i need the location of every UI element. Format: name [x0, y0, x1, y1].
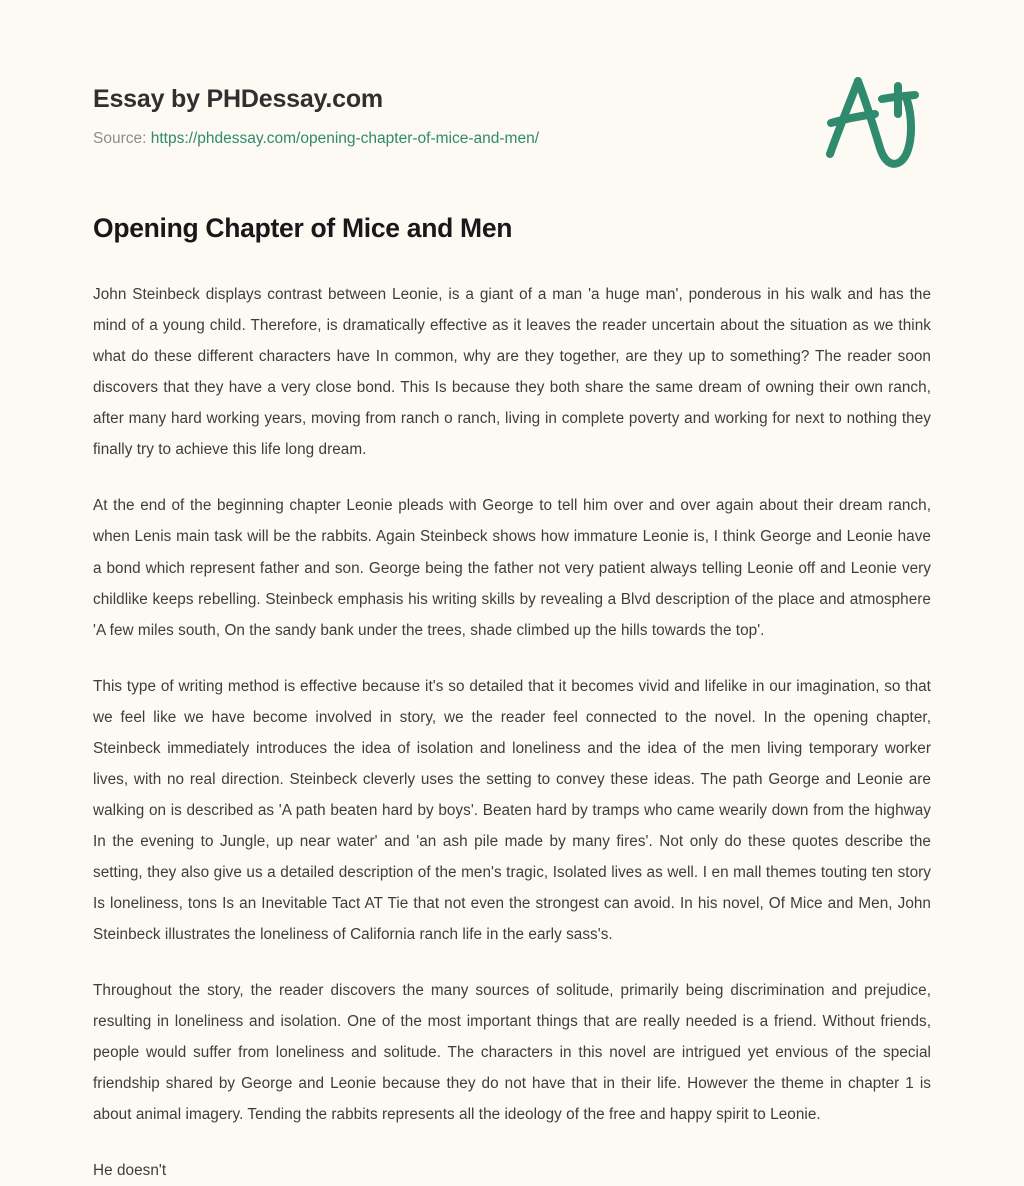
article [93, 212, 931, 1186]
source-url-link[interactable]: https://phdessay.com/opening-chapter-of-mice-and-men/ [150, 129, 539, 147]
article-body [93, 279, 931, 1186]
source-label: Source: [93, 129, 147, 147]
brand-block [93, 86, 539, 148]
article-paragraph: At the end of the beginning chapter Leonie pleads with George to tell him over and over again about their dream ranch, when Lenis main task will be the rabbits. Again Steinbeck shows how immature Leonie is, I think George and Leonie have a bond which represent father and son. George being the father not very patient always telling Leonie off and Leonie very childlike keeps rebelling. Steinbeck emphasis his writing skills by revealing a Blvd description of the place and atmosphere 'A few miles south, On the sandy bank under the trees, shade climbed up the hills towards the top'. [93, 497, 931, 639]
article-paragraph: He doesn't [93, 1162, 167, 1180]
aplus-logo-icon [812, 62, 932, 174]
brand-title: Essay by PHDessay.com [93, 85, 383, 113]
page-header [0, 0, 1024, 200]
source-line [93, 130, 539, 149]
article-paragraph: This type of writing method is effective because it's so detailed that it becomes vivid and lifelike in our imagination, so that we feel like we have become involved in story, we the reader feel connected to the novel. In the opening chapter, Steinbeck immediately introduces the idea of isolation and loneliness and the idea of the men living temporary worker lives, with no real direction. Steinbeck cleverly uses the setting to convey these ideas. The path George and Leonie are walking on is described as 'A path beaten hard by boys'. Beaten hard by tramps who came wearily down from the highway In the evening to Jungle, up near water' and 'an ash pile made by many fires'. Not only do these quotes describe the setting, they also give us a detailed description of the men's tragic, Isolated lives as well. I en mall themes touting ten story Is loneliness, tons Is an Inevitable Tact AT Tie that not even the strongest can avoid. In his novel, Of Mice and Men, John Steinbeck illustrates the loneliness of California ranch life in the early sass's. [93, 677, 931, 944]
article-paragraph: John Steinbeck displays contrast between Leonie, is a giant of a man 'a huge man', ponderous in his walk and has the mind of a young child. Therefore, is dramatically effective as it leaves the reader uncertain about the situation as we think what do these different characters have In common, why are they together, are they up to something? The reader soon discovers that they have a very close bond. This Is because they both share the same dream of owning their own ranch, after many hard working years, moving from ranch o ranch, living in complete poverty and working for next to nothing they finally try to achieve this life long dream. [93, 286, 931, 459]
page-title: Opening Chapter of Mice and Men [93, 213, 513, 243]
article-paragraph: Throughout the story, the reader discovers the many sources of solitude, primarily being discrimination and prejudice, resulting in loneliness and isolation. One of the most important things that are really needed is a friend. Without friends, people would suffer from loneliness and solitude. The characters in this novel are intrigued yet envious of the special friendship shared by George and Leonie because they do not have that in their life. However the theme in chapter 1 is about animal imagery. Tending the rabbits represents all the ideology of the free and happy spirit to Leonie. [93, 982, 931, 1124]
